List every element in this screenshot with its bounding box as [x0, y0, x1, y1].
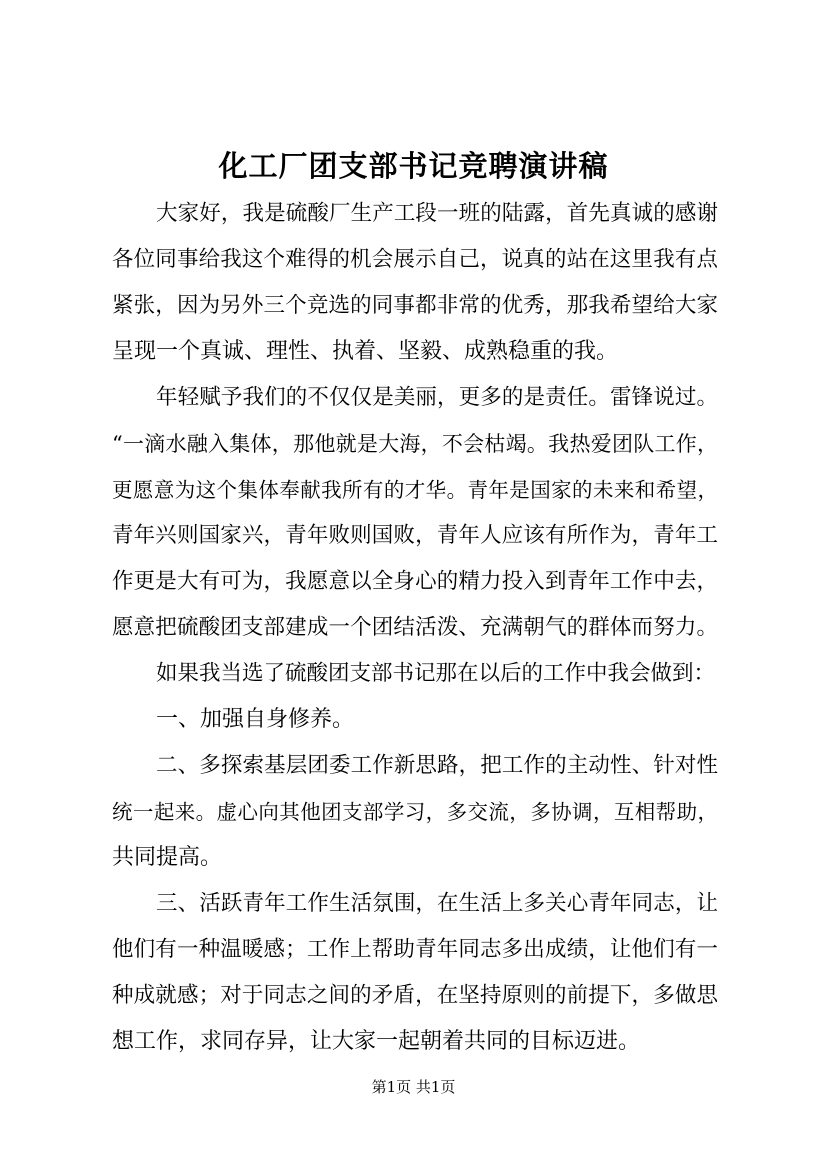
- paragraph-6-line-2: 他们有一种温暖感；工作上帮助青年同志多出成绩，让他们有一: [112, 937, 718, 962]
- paragraph-5-line-2: 统一起来。虚心向其他团支部学习，多交流，多协调，互相帮助，: [112, 800, 718, 824]
- paragraph-1-line-4: 呈现一个真诚、理性、执着、坚毅、成熟稳重的我。: [112, 339, 619, 364]
- paragraph-1-line-2: 各位同事给我这个难得的机会展示自己，说真的站在这里我有点: [112, 247, 718, 272]
- paragraph-2-line-2: “一滴水融入集体，那他就是大海，不会枯竭。我热爱团队工作，: [112, 432, 718, 456]
- paragraph-5-line-3: 共同提高。: [112, 845, 223, 870]
- paragraph-6-line-1: 三、活跃青年工作生活氛围，在生活上多关心青年同志，让: [156, 891, 718, 916]
- paragraph-3-line-1: 如果我当选了硫酸团支部书记那在以后的工作中我会做到：: [156, 661, 716, 686]
- page-footer: 第1页 共1页: [371, 1078, 456, 1096]
- paragraph-4-line-1: 一、加强自身修养。: [156, 707, 355, 732]
- paragraph-2-line-5: 作更是大有可为，我愿意以全身心的精力投入到青年工作中去，: [112, 569, 718, 594]
- paragraph-2-line-3: 更愿意为这个集体奉献我所有的才华。青年是国家的未来和希望，: [112, 478, 718, 502]
- paragraph-5-line-1: 二、多探索基层团委工作新思路，把工作的主动性、针对性: [156, 753, 718, 778]
- document-title: 化工厂团支部书记竞聘演讲稿: [218, 149, 609, 183]
- paragraph-1-line-3: 紧张，因为另外三个竞选的同事都非常的优秀，那我希望给大家: [112, 293, 718, 318]
- paragraph-2-line-4: 青年兴则国家兴，青年败则国败，青年人应该有所作为，青年工: [112, 523, 718, 548]
- paragraph-2-line-6: 愿意把硫酸团支部建成一个团结活泼、充满朝气的群体而努力。: [112, 615, 718, 640]
- paragraph-1-line-1: 大家好，我是硫酸厂生产工段一班的陆露，首先真诚的感谢: [156, 201, 718, 226]
- paragraph-6-line-3: 种成就感；对于同志之间的矛盾，在坚持原则的前提下，多做思: [112, 983, 718, 1008]
- paragraph-6-line-4: 想工作，求同存异，让大家一起朝着共同的目标迈进。: [112, 1029, 641, 1054]
- paragraph-2-line-1: 年轻赋予我们的不仅仅是美丽，更多的是责任。雷锋说过。: [156, 385, 718, 410]
